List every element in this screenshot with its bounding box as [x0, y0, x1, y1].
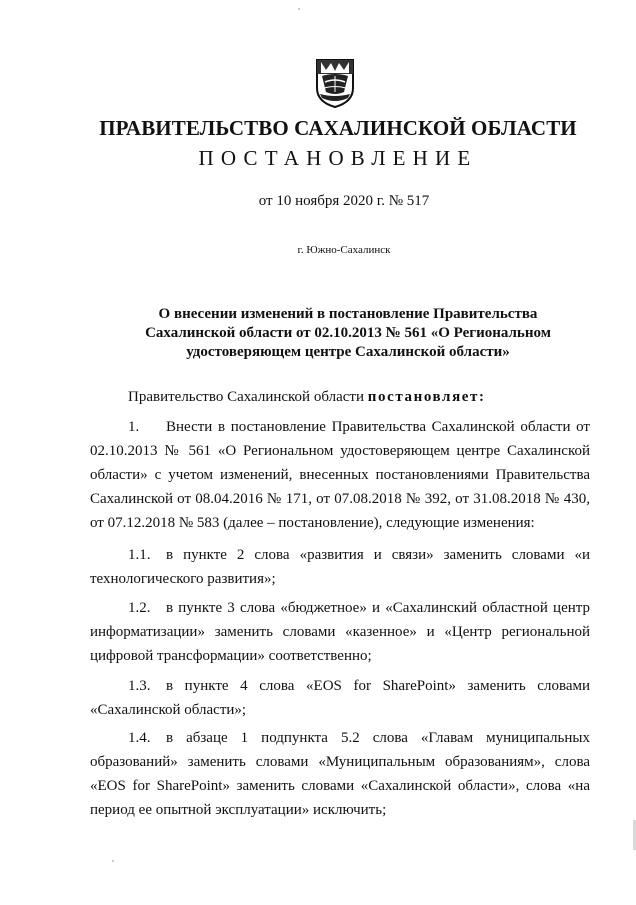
item-line: от 07.12.2018 № 583 (далее – постановление), следующие изменения:	[90, 515, 535, 531]
item-line: цифровой трансформации» соответственно;	[90, 648, 372, 664]
item-number: 1.	[128, 419, 140, 435]
document-place: г. Южно-Сахалинск	[297, 244, 391, 256]
item-number: 1.4.	[128, 730, 151, 746]
item-line	[90, 726, 590, 750]
heading-line: О внесении изменений в постановление Правительства	[158, 306, 538, 322]
item-line: информатизации» заменить словами «казенное» и «Центр региональной	[90, 624, 590, 640]
preamble-text: Правительство Сахалинской области	[128, 389, 368, 405]
item-text: Внести в постановление Правительства Сахалинской области от	[166, 419, 590, 435]
item-line: 02.10.2013 № 561 «О Региональном удостоверяющем центре Сахалинской	[90, 443, 590, 459]
item-1-2	[90, 596, 590, 668]
scan-speck	[298, 8, 300, 10]
item-line: Сахалинской от 08.04.2016 № 171, от 07.08.2018 № 392, от 31.08.2018 № 430,	[90, 491, 590, 507]
heading-line: Сахалинской области от 02.10.2013 № 561 «О Региональном	[145, 325, 551, 341]
item-line	[90, 543, 590, 567]
document-date-number: от 10 ноября 2020 г. № 517	[258, 193, 430, 209]
item-line: образований» заменить словами «Муниципальным образованиям», слова	[90, 754, 590, 770]
item-number: 1.2.	[128, 600, 151, 616]
preamble-emphasis: постановляет:	[367, 389, 486, 405]
item-text: в абзаце 1 подпункта 5.2 слова «Главам муниципальных	[166, 730, 590, 746]
heading-line: удостоверяющем центре Сахалинской области»	[186, 344, 510, 360]
item-line: период ее опытной эксплуатации» исключить;	[90, 802, 387, 818]
government-title: ПРАВИТЕЛЬСТВО САХАЛИНСКОЙ ОБЛАСТИ	[99, 116, 577, 140]
item-line: «EOS for SharePoint» заменить словами «Сахалинской области», слова «на	[90, 778, 590, 794]
item-line	[90, 674, 590, 698]
item-text: в пункте 3 слова «бюджетное» и «Сахалинский областной центр	[166, 600, 590, 616]
document-heading	[120, 305, 576, 362]
coat-of-arms-emblem	[314, 58, 356, 108]
item-line: «Сахалинской области»;	[90, 702, 247, 718]
item-1	[90, 415, 590, 535]
item-1-3	[90, 674, 590, 722]
item-line	[90, 596, 590, 620]
scan-speck	[112, 860, 114, 862]
item-number: 1.3.	[128, 678, 151, 694]
item-1-4	[90, 726, 590, 822]
preamble	[128, 389, 486, 406]
item-line: области» с учетом изменений, внесенных постановлениями Правительства	[90, 467, 590, 483]
item-text: в пункте 2 слова «развития и связи» заменить словами «и	[166, 547, 590, 563]
item-line: технологического развития»;	[90, 571, 276, 587]
item-number: 1.1.	[128, 547, 151, 563]
item-1-1	[90, 543, 590, 591]
document-type: ПОСТАНОВЛЕНИЕ	[198, 146, 478, 170]
item-line	[90, 415, 590, 439]
item-text: в пункте 4 слова «EOS for SharePoint» заменить словами	[166, 678, 590, 694]
